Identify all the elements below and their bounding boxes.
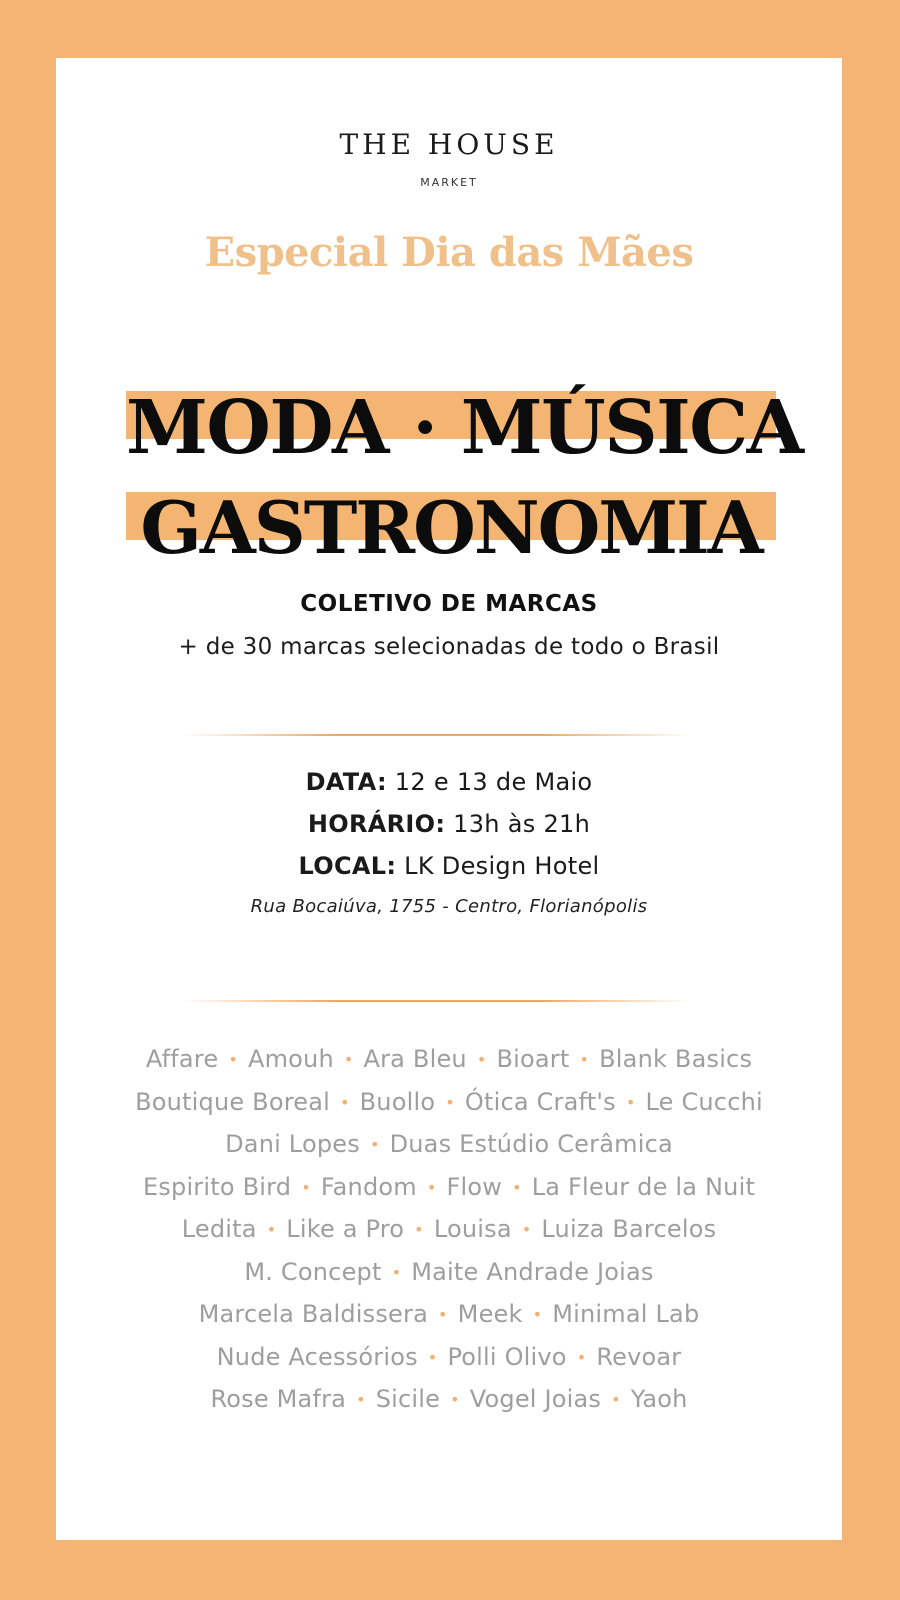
brand-row [56,1378,842,1421]
brand-row [56,1251,842,1294]
brand-name: Affare [145,1045,219,1073]
brand-name: La Fleur de la Nuit [531,1172,756,1201]
brand-name: Boutique Boreal [135,1087,330,1116]
brand-name: Flow [446,1172,503,1201]
brand-name: Le Cucchi [645,1087,763,1116]
bullet-separator: • [532,1305,543,1324]
brand-name: Duas Estúdio Cerâmica [389,1130,673,1158]
bullet-separator: • [579,1050,590,1069]
brand-name: Louisa [433,1215,512,1243]
logo-title: THE HOUSE [339,128,559,161]
headline-line-2: GASTRONOMIA [140,485,762,570]
brand-list [56,1038,842,1421]
special-title: Especial Dia das Mães [204,229,694,276]
divider-top [182,734,692,736]
bullet-separator: • [476,1050,487,1069]
bullet-separator: • [427,1347,438,1367]
bullet-separator: • [266,1220,277,1239]
bullet-separator: • [391,1262,402,1282]
brand-name: Luiza Barcelos [541,1215,717,1243]
brand-row [56,1038,842,1081]
brand-name: Vogel Joias [469,1385,602,1413]
poster-card [56,58,842,1540]
brand-name: Dani Lopes [225,1130,360,1158]
brand-name: Blank Basics [599,1045,753,1073]
brand-logo [56,128,842,189]
brand-name: Bioart [496,1045,570,1073]
brand-name: Meek [457,1300,523,1328]
bullet-separator: • [369,1135,380,1154]
bullet-separator: • [450,1390,460,1409]
date-value: 12 e 13 de Maio [394,768,593,796]
collective-subtitle: + de 30 marcas selecionadas de todo o Brasil [178,634,720,660]
bullet-separator: • [625,1092,636,1112]
bullet-separator: • [512,1177,522,1197]
address: Rua Bocaiúva, 1755 - Centro, Florianópolis [250,896,648,917]
collective-title: COLETIVO DE MARCAS [300,591,598,617]
date-label: DATA: [305,768,387,796]
brand-name: Revoar [596,1342,682,1371]
brand-name: Ledita [181,1215,257,1243]
brand-name: Marcela Baldissera [198,1300,429,1328]
brand-name: Sicile [375,1385,441,1413]
bullet-separator: • [576,1347,587,1367]
bullet-separator: • [343,1050,354,1069]
brand-name: Yaoh [630,1385,688,1413]
time-line [56,807,842,841]
brand-row [56,1336,842,1379]
brand-name: Like a Pro [286,1215,405,1243]
date-line [56,765,842,799]
bullet-separator: • [611,1390,621,1409]
brand-row [56,1081,842,1124]
brand-name: Ótica Craft's [464,1087,616,1116]
place-line [56,849,842,883]
brand-row [56,1293,842,1336]
brand-name: Espirito Bird [142,1172,292,1201]
headline-line-1: MODA · MÚSICA [126,385,803,471]
place-label: LOCAL: [298,852,397,880]
brand-name: Amouh [247,1045,334,1073]
time-value: 13h às 21h [453,810,591,838]
bullet-separator: • [414,1220,424,1239]
bullet-separator: • [340,1092,350,1112]
brand-name: Buollo [359,1087,436,1116]
brand-name: Nude Acessórios [216,1342,418,1371]
brand-name: Ara Bleu [363,1045,467,1073]
bullet-separator: • [228,1050,238,1069]
bullet-separator: • [356,1390,366,1409]
divider-bottom [182,1000,692,1002]
brand-row [56,1166,842,1209]
brand-name: Rose Mafra [210,1385,347,1413]
brand-name: Maite Andrade Joias [411,1257,654,1286]
brand-name: Fandom [320,1172,417,1201]
brand-name: Polli Olivo [447,1342,567,1371]
bullet-separator: • [445,1092,455,1112]
brand-name: Minimal Lab [552,1300,700,1328]
bullet-separator: • [438,1305,448,1324]
bullet-separator: • [301,1177,311,1197]
bullet-separator: • [426,1177,437,1197]
bullet-separator: • [521,1220,532,1239]
time-label: HORÁRIO: [307,810,446,838]
brand-row [56,1208,842,1251]
brand-name: M. Concept [244,1257,382,1286]
place-value: LK Design Hotel [404,852,600,880]
brand-row [56,1123,842,1166]
logo-subtitle: MARKET [420,176,478,189]
